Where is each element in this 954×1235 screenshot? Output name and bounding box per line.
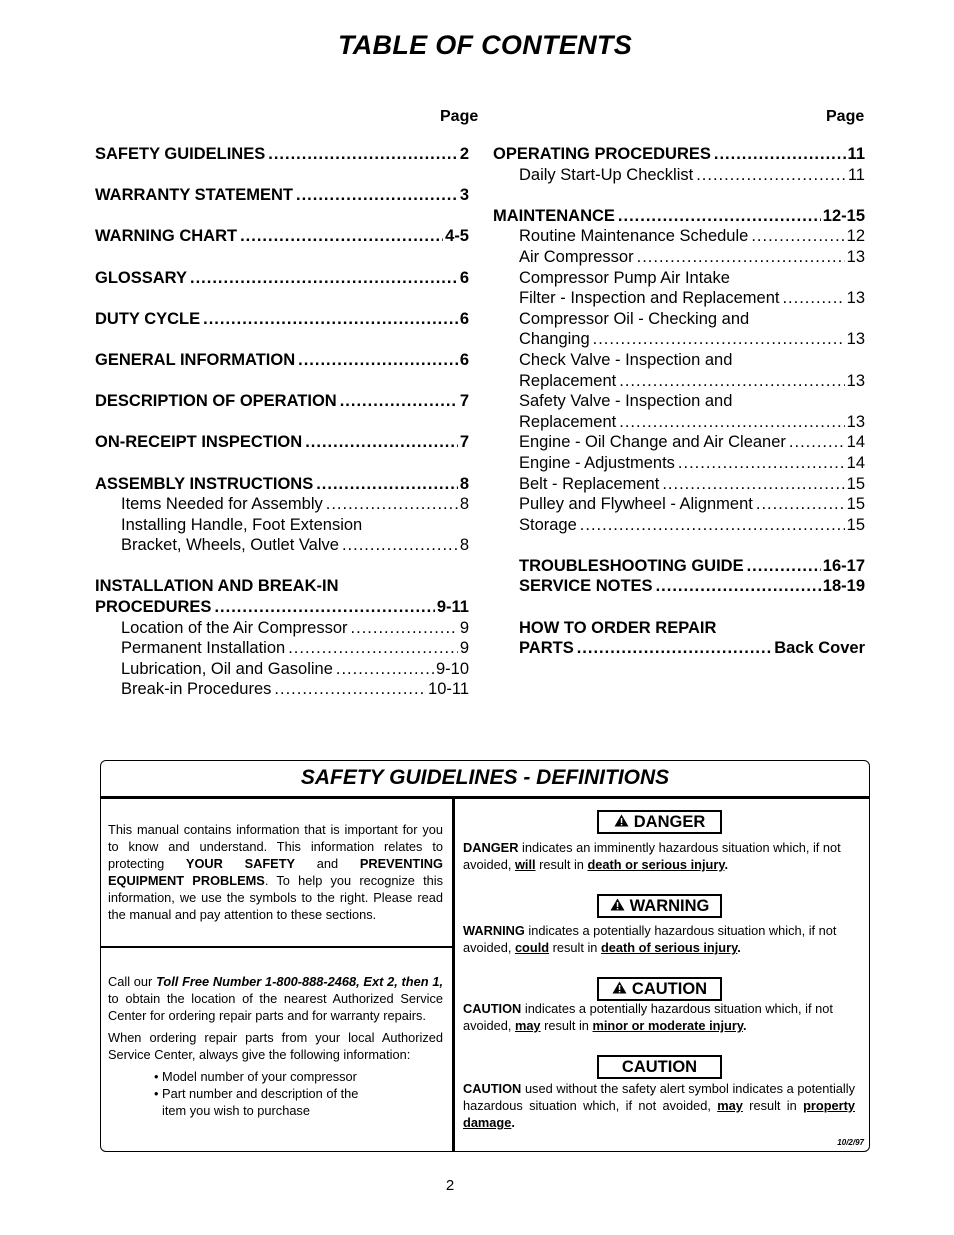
toc-entry-page: 9 bbox=[459, 618, 469, 637]
toc-entry-label: DUTY CYCLE bbox=[95, 309, 201, 328]
toc-entry-label: Safety Valve - Inspection and bbox=[519, 392, 733, 411]
desc-text: . bbox=[724, 857, 729, 872]
ordering-bullets bbox=[154, 1068, 443, 1119]
toc-leader-dots bbox=[577, 638, 772, 659]
toc-entry-label: OPERATING PROCEDURES bbox=[493, 145, 711, 163]
toc-entry-label: Routine Maintenance Schedule bbox=[519, 227, 749, 246]
page-column-header-left: Page bbox=[440, 108, 479, 125]
toc-entry-page: 14 bbox=[846, 433, 865, 452]
signal-label-text: CAUTION bbox=[631, 979, 708, 998]
safety-box-title: SAFETY GUIDELINES - DEFINITIONS bbox=[300, 766, 670, 789]
toc-spacer bbox=[95, 453, 469, 474]
toll-free-number: Toll Free Number 1-800-888-2468, Ext 2, then 1, bbox=[156, 974, 443, 989]
signal-word: WARNING bbox=[463, 923, 525, 938]
toc-spacer bbox=[95, 206, 469, 227]
toc-leader-dots bbox=[305, 432, 458, 453]
toc-entry bbox=[493, 412, 865, 433]
toc-leader-dots bbox=[274, 679, 426, 700]
safety-definitions-box bbox=[100, 760, 870, 1152]
toc-entry-page: 14 bbox=[846, 453, 865, 472]
intro-text-part: . To help you recognize this information, we use the symbols to the right. Please read the manual and pay attention to these sections. bbox=[108, 873, 444, 922]
toc-leader-dots bbox=[756, 494, 845, 515]
toc-entry bbox=[493, 371, 865, 392]
toc-entry bbox=[493, 268, 865, 289]
toc-entry-page: 12 bbox=[846, 227, 865, 246]
toc-entry bbox=[493, 618, 865, 639]
signal-label-text: CAUTION bbox=[621, 1057, 698, 1076]
toc-entry bbox=[493, 638, 865, 659]
toc-leader-dots bbox=[618, 206, 821, 227]
desc-emphasis: death of serious injury bbox=[600, 940, 738, 955]
toc-entry bbox=[493, 288, 865, 309]
toc-spacer bbox=[95, 288, 469, 309]
signal-label-text: WARNING bbox=[629, 896, 710, 915]
call-text-part: Call our bbox=[108, 974, 157, 989]
warning-triangle-icon bbox=[610, 897, 625, 916]
desc-emphasis: may bbox=[717, 1098, 743, 1113]
toc-leader-dots bbox=[316, 474, 458, 495]
toc-entry-label: Filter - Inspection and Replacement bbox=[519, 289, 780, 308]
toc-entry bbox=[493, 226, 865, 247]
toc-entry-page: 6 bbox=[459, 309, 469, 328]
desc-text: indicates an imminently hazardous situation which, if not avoided, bbox=[463, 840, 841, 872]
toc-leader-dots bbox=[751, 226, 844, 247]
warning-triangle-icon bbox=[612, 980, 627, 999]
toc-leader-dots bbox=[714, 144, 846, 165]
desc-text: result in bbox=[540, 1018, 593, 1033]
toc-entry-label: Replacement bbox=[519, 412, 617, 431]
toc-entry-label: Permanent Installation bbox=[121, 639, 286, 658]
list-item: • Part number and description of the bbox=[154, 1086, 359, 1101]
signal-word: CAUTION bbox=[463, 1001, 522, 1016]
toc-entry bbox=[493, 247, 865, 268]
toc-entry-label: SERVICE NOTES bbox=[519, 577, 653, 596]
toc-entry-label: Compressor Pump Air Intake bbox=[519, 268, 730, 287]
toc-leader-dots bbox=[580, 515, 845, 536]
toc-column-left bbox=[95, 144, 469, 700]
toc-leader-dots bbox=[619, 371, 844, 392]
toc-leader-dots bbox=[678, 453, 845, 474]
toc-spacer bbox=[95, 371, 469, 392]
toc-spacer bbox=[95, 556, 469, 577]
toc-entry-page: 13 bbox=[846, 330, 865, 349]
toc-entry-page: 9 bbox=[459, 639, 469, 658]
toc-entry-page: 13 bbox=[846, 289, 865, 308]
toc-entry-label: INSTALLATION AND BREAK-IN bbox=[95, 577, 339, 596]
warning-description bbox=[463, 922, 855, 956]
desc-emphasis: death or serious injury bbox=[587, 857, 725, 872]
toc-leader-dots bbox=[340, 391, 458, 412]
toc-entry-page: 13 bbox=[846, 371, 865, 390]
desc-emphasis: minor or moderate injury bbox=[592, 1018, 743, 1033]
warning-signal-label bbox=[597, 894, 722, 918]
toc-entry-label: Location of the Air Compressor bbox=[121, 618, 348, 637]
toc-leader-dots bbox=[326, 494, 458, 515]
intro-bold-your-safety: YOUR SAFETY bbox=[185, 856, 296, 871]
danger-description bbox=[463, 839, 855, 873]
ordering-text: When ordering repair parts from your local Authorized Service Center, always give the following information: bbox=[108, 1030, 443, 1062]
desc-emphasis: could bbox=[514, 940, 550, 955]
toc-entry bbox=[493, 391, 865, 412]
toc-leader-dots bbox=[696, 165, 846, 186]
toc-entry-label: DESCRIPTION OF OPERATION bbox=[95, 392, 337, 411]
warning-triangle-icon bbox=[614, 813, 629, 832]
toc-entry-page: 15 bbox=[846, 515, 865, 534]
toc-entry bbox=[95, 535, 469, 556]
page-title: TABLE OF CONTENTS bbox=[337, 30, 633, 60]
toc-spacer bbox=[95, 329, 469, 350]
toc-entry bbox=[95, 350, 469, 371]
toc-entry-page: 2 bbox=[459, 145, 469, 163]
toc-entry-label: Engine - Adjustments bbox=[519, 453, 675, 472]
desc-text: . bbox=[737, 940, 741, 955]
toc-entry-page: 8 bbox=[459, 474, 469, 493]
toc-leader-dots bbox=[240, 226, 443, 247]
toc-leader-dots bbox=[190, 268, 458, 289]
desc-text: result in bbox=[535, 857, 588, 872]
toc-leader-dots bbox=[342, 535, 458, 556]
toc-leader-dots bbox=[593, 329, 845, 350]
toc-entry-page: 16-17 bbox=[822, 556, 865, 575]
toc-entry-page: 10-11 bbox=[428, 680, 469, 699]
toc-leader-dots bbox=[662, 474, 844, 495]
toc-entry bbox=[95, 226, 469, 247]
toc-entry bbox=[493, 556, 865, 577]
toc-entry-label: Pulley and Flywheel - Alignment bbox=[519, 495, 753, 514]
desc-text: used without the safety alert symbol indicates a potentially hazardous situation which, if not avoided, bbox=[463, 1081, 855, 1113]
toc-entry bbox=[493, 144, 865, 165]
toc-entry bbox=[493, 309, 865, 330]
toc-spacer bbox=[493, 185, 865, 206]
toc-leader-dots bbox=[782, 288, 844, 309]
toc-entry-page: 9-10 bbox=[435, 659, 469, 678]
toc-entry bbox=[95, 638, 469, 659]
toc-entry-page: 11 bbox=[847, 145, 865, 163]
desc-emphasis: property damage bbox=[463, 1098, 855, 1130]
intro-text-part: This manual contains information that is important for you to know and understand. This information relates to protecting bbox=[108, 822, 443, 871]
toc-entry-label: SAFETY GUIDELINES bbox=[95, 145, 266, 163]
toc-entry-page: 11 bbox=[847, 165, 865, 184]
toc-entry bbox=[95, 679, 469, 700]
toc-entry-label: WARNING CHART bbox=[95, 227, 238, 246]
desc-text: . bbox=[743, 1018, 747, 1033]
toc-column-right bbox=[493, 144, 865, 659]
desc-emphasis: will bbox=[514, 857, 536, 872]
desc-text: result in bbox=[742, 1098, 804, 1113]
toc-leader-dots bbox=[656, 576, 821, 597]
caution-signal-label bbox=[597, 977, 722, 1001]
toc-entry-label: Engine - Oil Change and Air Cleaner bbox=[519, 433, 786, 452]
toc-entry-label: TROUBLESHOOTING GUIDE bbox=[519, 556, 744, 575]
toc-entry bbox=[493, 165, 865, 186]
toc-entry-page: 18-19 bbox=[822, 577, 865, 596]
toc-entry-label: GENERAL INFORMATION bbox=[95, 350, 296, 369]
toc-entry-label: Installing Handle, Foot Extension bbox=[121, 515, 363, 534]
toc-entry bbox=[95, 576, 469, 597]
toc-entry-page: 12-15 bbox=[822, 206, 865, 225]
toc-entry-page: 13 bbox=[846, 247, 865, 266]
toc-leader-dots bbox=[203, 309, 458, 330]
toc-entry-page: 9-11 bbox=[436, 598, 469, 617]
toc-spacer bbox=[95, 412, 469, 433]
toc-entry-label: Replacement bbox=[519, 371, 617, 390]
toc-entry-page: 13 bbox=[846, 412, 865, 431]
toc-entry-label: PARTS bbox=[519, 639, 574, 658]
divider bbox=[452, 799, 455, 1151]
caution-no-symbol-signal-label bbox=[597, 1055, 722, 1079]
toc-entry-label: GLOSSARY bbox=[95, 268, 187, 287]
toc-entry bbox=[493, 474, 865, 495]
divider bbox=[101, 946, 453, 948]
signal-word: CAUTION bbox=[463, 1081, 522, 1096]
date-code: 10/2/97 bbox=[837, 1138, 864, 1147]
toc-entry-label: Daily Start-Up Checklist bbox=[519, 165, 694, 184]
danger-signal-label bbox=[597, 810, 722, 834]
toc-leader-dots bbox=[214, 597, 434, 618]
toc-leader-dots bbox=[336, 659, 434, 680]
toc-spacer bbox=[95, 165, 469, 186]
toc-entry bbox=[95, 515, 469, 536]
toc-leader-dots bbox=[296, 185, 458, 206]
intro-bold-preventing: PREVENTING EQUIPMENT PROBLEMS bbox=[108, 856, 444, 888]
toc-entry bbox=[95, 494, 469, 515]
toc-leader-dots bbox=[637, 247, 845, 268]
desc-text: indicates a potentially hazardous situation which, if not avoided, bbox=[463, 1001, 833, 1033]
toc-entry-label: MAINTENANCE bbox=[493, 206, 615, 225]
toc-leader-dots bbox=[619, 412, 844, 433]
toc-leader-dots bbox=[298, 350, 458, 371]
toc-entry bbox=[95, 618, 469, 639]
intro-text bbox=[108, 821, 443, 928]
list-item: • Model number of your compressor bbox=[154, 1069, 357, 1084]
toc-leader-dots bbox=[288, 638, 458, 659]
toc-entry bbox=[95, 268, 469, 289]
toc-entry bbox=[493, 350, 865, 371]
toc-entry-page: Back Cover bbox=[774, 639, 865, 658]
desc-text: . bbox=[511, 1115, 515, 1130]
signal-label-text: DANGER bbox=[633, 812, 706, 831]
toc-spacer bbox=[493, 535, 865, 556]
toc-leader-dots bbox=[747, 556, 821, 577]
toc-entry bbox=[95, 659, 469, 680]
toc-entry-label: Air Compressor bbox=[519, 247, 634, 266]
toc-entry-label: Changing bbox=[519, 330, 590, 349]
toc-entry-page: 15 bbox=[846, 474, 865, 493]
intro-text-part: and bbox=[295, 856, 360, 871]
toc-entry-label: Compressor Oil - Checking and bbox=[519, 309, 750, 328]
page-number: 2 bbox=[445, 1177, 455, 1194]
toc-entry-page: 8 bbox=[459, 536, 469, 555]
toc-entry bbox=[95, 474, 469, 495]
toc-spacer bbox=[493, 597, 865, 618]
toc-entry-label: HOW TO ORDER REPAIR bbox=[519, 618, 717, 637]
toc-entry bbox=[95, 432, 469, 453]
toc-entry-label: Storage bbox=[519, 515, 577, 534]
toc-entry-label: ON-RECEIPT INSPECTION bbox=[95, 433, 303, 452]
toc-entry-label: Break-in Procedures bbox=[121, 680, 272, 699]
toc-entry bbox=[95, 391, 469, 412]
toc-entry-label: ASSEMBLY INSTRUCTIONS bbox=[95, 474, 314, 493]
toc-entry-label: Items Needed for Assembly bbox=[121, 495, 323, 514]
toc-leader-dots bbox=[789, 432, 845, 453]
desc-text: result in bbox=[549, 940, 601, 955]
toc-entry-page: 6 bbox=[459, 268, 469, 287]
caution-description bbox=[463, 1000, 855, 1034]
toc-entry-page: 7 bbox=[459, 433, 469, 452]
caution-no-symbol-description bbox=[463, 1080, 855, 1131]
toc-entry bbox=[493, 515, 865, 536]
page-column-header-right: Page bbox=[826, 108, 865, 125]
toc-entry bbox=[95, 597, 469, 618]
toc-entry-page: 8 bbox=[459, 495, 469, 514]
toc-entry bbox=[95, 309, 469, 330]
call-text-part: to obtain the location of the nearest Authorized Service Center for ordering repair parts and for warranty repairs. bbox=[108, 991, 443, 1023]
toc-entry-label: Bracket, Wheels, Outlet Valve bbox=[121, 536, 339, 555]
toc-entry bbox=[493, 576, 865, 597]
toc-entry bbox=[95, 185, 469, 206]
toc-entry-label: WARRANTY STATEMENT bbox=[95, 186, 293, 205]
divider bbox=[101, 796, 869, 799]
toc-entry bbox=[95, 144, 469, 165]
toc-leader-dots bbox=[268, 144, 458, 165]
toc-entry-label: Belt - Replacement bbox=[519, 474, 660, 493]
toc-entry bbox=[493, 432, 865, 453]
toc-entry-page: 3 bbox=[459, 186, 469, 205]
toc-entry-page: 7 bbox=[459, 392, 469, 411]
toc-entry-label: Lubrication, Oil and Gasoline bbox=[121, 659, 333, 678]
toc-entry-page: 15 bbox=[846, 495, 865, 514]
desc-emphasis: may bbox=[514, 1018, 541, 1033]
signal-word: DANGER bbox=[463, 840, 519, 855]
toc-entry bbox=[493, 494, 865, 515]
contact-text bbox=[108, 973, 443, 1119]
toc-entry-label: Check Valve - Inspection and bbox=[519, 350, 733, 369]
toc-entry bbox=[493, 206, 865, 227]
toc-leader-dots bbox=[351, 618, 458, 639]
toc-entry-page: 4-5 bbox=[445, 227, 469, 246]
desc-text: indicates a potentially hazardous situation which, if not avoided, bbox=[463, 923, 837, 955]
toc-entry-label: PROCEDURES bbox=[95, 598, 212, 617]
toc-entry bbox=[493, 453, 865, 474]
list-item: item you wish to purchase bbox=[162, 1103, 310, 1118]
toc-spacer bbox=[95, 247, 469, 268]
toc-entry-page: 6 bbox=[459, 350, 469, 369]
toc-entry bbox=[493, 329, 865, 350]
